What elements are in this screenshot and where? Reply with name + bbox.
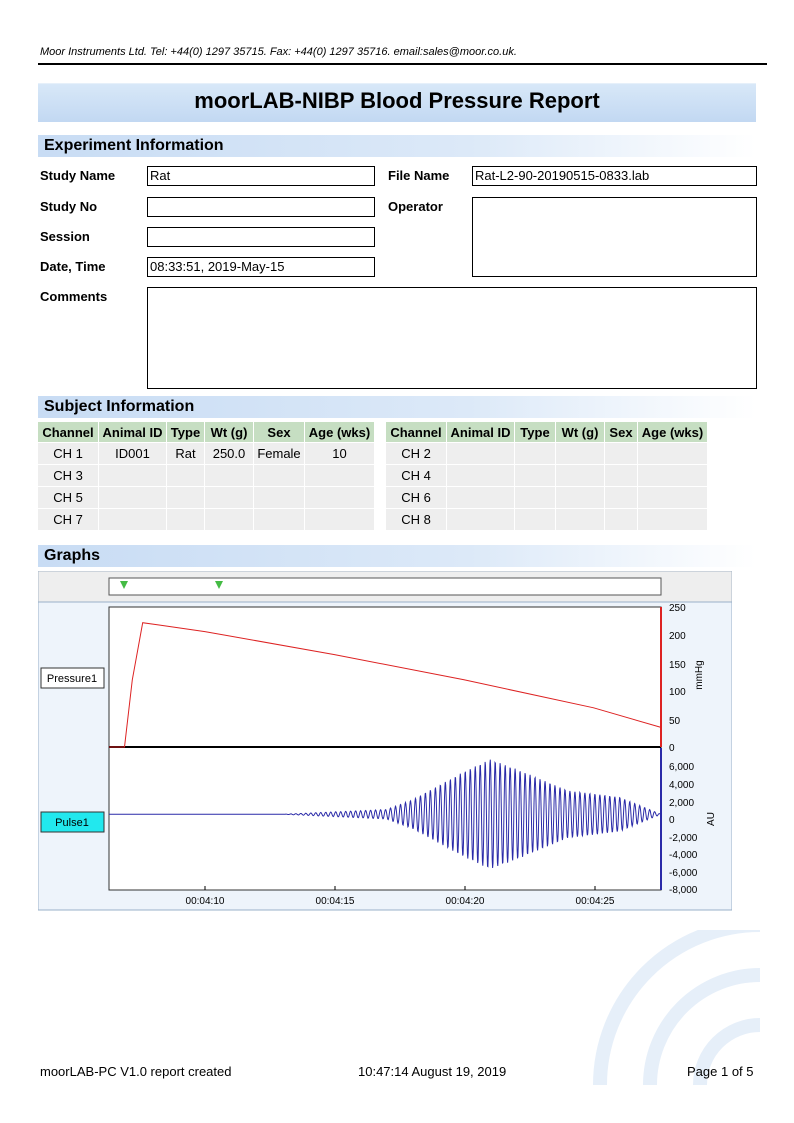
table-cell bbox=[254, 509, 305, 531]
pulse-tick-label: 2,000 bbox=[669, 798, 695, 809]
table-row bbox=[386, 487, 708, 509]
table-cell: CH 3 bbox=[38, 465, 99, 487]
table-cell bbox=[515, 487, 556, 509]
table-cell bbox=[167, 509, 205, 531]
table-cell bbox=[99, 465, 167, 487]
table-cell bbox=[205, 509, 254, 531]
table-cell: CH 4 bbox=[386, 465, 447, 487]
table-row bbox=[38, 443, 375, 465]
footer-page-number: Page 1 of 5 bbox=[687, 1064, 754, 1079]
table-cell bbox=[638, 465, 708, 487]
pulse-tick-label: -6,000 bbox=[669, 868, 698, 879]
operator-label: Operator bbox=[388, 199, 443, 214]
pressure-channel-label: Pressure1 bbox=[46, 673, 98, 685]
pulse-tick-label: 6,000 bbox=[669, 762, 695, 773]
table-cell bbox=[638, 509, 708, 531]
subject-table-left bbox=[38, 422, 375, 530]
table-cell: CH 8 bbox=[386, 509, 447, 531]
table-cell: ID001 bbox=[99, 443, 167, 465]
file-name-field[interactable]: Rat-L2-90-20190515-0833.lab bbox=[472, 166, 757, 186]
date-time-label: Date, Time bbox=[40, 259, 106, 274]
pulse-tick-label: -4,000 bbox=[669, 850, 698, 861]
table-cell: CH 5 bbox=[38, 487, 99, 509]
operator-field[interactable] bbox=[472, 197, 757, 277]
pulse-tick-label: 4,000 bbox=[669, 780, 695, 791]
study-name-field[interactable]: Rat bbox=[147, 166, 375, 186]
table-cell bbox=[254, 487, 305, 509]
pulse-tick-label: -8,000 bbox=[669, 885, 698, 896]
column-header: Type bbox=[515, 422, 556, 443]
pulse-channel-label: Pulse1 bbox=[55, 817, 89, 829]
graphs-section-bar bbox=[38, 545, 756, 567]
table-row bbox=[386, 465, 708, 487]
contact-line: Moor Instruments Ltd. Tel: +44(0) 1297 35715. Fax: +44(0) 1297 35716. email:sales@moor.co.uk. bbox=[40, 46, 517, 58]
experiment-section-title: Experiment Information bbox=[44, 137, 224, 154]
column-header: Animal ID bbox=[447, 422, 515, 443]
time-tick-label: 00:04:20 bbox=[445, 896, 485, 907]
pressure-tick-label: 150 bbox=[669, 660, 686, 671]
pressure-unit-label: mmHg bbox=[694, 660, 705, 690]
column-header: Sex bbox=[254, 422, 305, 443]
time-tick-label: 00:04:25 bbox=[575, 896, 615, 907]
table-cell bbox=[167, 487, 205, 509]
table-row bbox=[38, 465, 375, 487]
table-cell: 10 bbox=[305, 443, 375, 465]
column-header: Sex bbox=[605, 422, 638, 443]
pressure-channel-button[interactable] bbox=[41, 668, 104, 688]
date-time-field[interactable]: 08:33:51, 2019-May-15 bbox=[147, 257, 375, 277]
footer-timestamp: 10:47:14 August 19, 2019 bbox=[358, 1064, 507, 1079]
column-header: Age (wks) bbox=[638, 422, 708, 443]
column-header: Channel bbox=[38, 422, 99, 443]
table-cell bbox=[305, 465, 375, 487]
table-cell bbox=[447, 443, 515, 465]
table-cell bbox=[556, 487, 605, 509]
pressure-tick-label: 100 bbox=[669, 687, 686, 698]
time-tick-label: 00:04:15 bbox=[315, 896, 355, 907]
graphs-section-title: Graphs bbox=[44, 547, 101, 564]
pulse-tick-label: 0 bbox=[669, 815, 675, 826]
pressure-tick-label: 0 bbox=[669, 743, 675, 754]
table-cell: CH 7 bbox=[38, 509, 99, 531]
table-cell: Female bbox=[254, 443, 305, 465]
subject-section-title: Subject Information bbox=[44, 398, 195, 415]
comments-field[interactable] bbox=[147, 287, 757, 389]
comments-label: Comments bbox=[40, 289, 108, 304]
time-tick-label: 00:04:10 bbox=[185, 896, 225, 907]
pulse-channel-button[interactable] bbox=[41, 812, 104, 832]
table-cell bbox=[605, 509, 638, 531]
table-cell: CH 6 bbox=[386, 487, 447, 509]
table-cell bbox=[638, 487, 708, 509]
graph-panel[interactable] bbox=[38, 571, 732, 911]
file-name-label: File Name bbox=[388, 168, 450, 183]
study-name-label: Study Name bbox=[40, 168, 116, 183]
table-cell bbox=[556, 443, 605, 465]
table-cell bbox=[99, 509, 167, 531]
pressure-tick-label: 250 bbox=[669, 603, 686, 614]
pressure-tick-label: 50 bbox=[669, 716, 681, 727]
table-cell bbox=[515, 465, 556, 487]
table-cell: CH 2 bbox=[386, 443, 447, 465]
header-divider bbox=[38, 63, 767, 65]
session-field[interactable] bbox=[147, 227, 375, 247]
table-cell bbox=[99, 487, 167, 509]
study-no-field[interactable] bbox=[147, 197, 375, 217]
pressure-tick-label: 200 bbox=[669, 631, 686, 642]
table-cell: CH 1 bbox=[38, 443, 99, 465]
subject-table-right bbox=[386, 422, 708, 530]
watermark-logo bbox=[560, 930, 760, 1085]
table-cell bbox=[447, 487, 515, 509]
table-cell bbox=[205, 465, 254, 487]
column-header: Wt (g) bbox=[205, 422, 254, 443]
table-cell bbox=[447, 465, 515, 487]
table-cell: Rat bbox=[167, 443, 205, 465]
table-row bbox=[38, 487, 375, 509]
table-cell bbox=[556, 509, 605, 531]
table-cell bbox=[556, 465, 605, 487]
table-cell bbox=[605, 487, 638, 509]
table-cell bbox=[447, 509, 515, 531]
study-no-label: Study No bbox=[40, 199, 98, 214]
table-cell bbox=[605, 443, 638, 465]
table-cell bbox=[605, 465, 638, 487]
column-header: Age (wks) bbox=[305, 422, 375, 443]
table-cell bbox=[515, 509, 556, 531]
column-header: Type bbox=[167, 422, 205, 443]
column-header: Channel bbox=[386, 422, 447, 443]
table-row bbox=[38, 509, 375, 531]
table-cell bbox=[254, 465, 305, 487]
pulse-unit-label: AU bbox=[706, 812, 717, 826]
table-row bbox=[386, 509, 708, 531]
table-cell: 250.0 bbox=[205, 443, 254, 465]
table-row bbox=[386, 443, 708, 465]
table-cell bbox=[205, 487, 254, 509]
footer-created: moorLAB-PC V1.0 report created bbox=[40, 1064, 232, 1079]
column-header: Animal ID bbox=[99, 422, 167, 443]
table-cell bbox=[305, 509, 375, 531]
table-cell bbox=[515, 443, 556, 465]
table-cell bbox=[167, 465, 205, 487]
column-header: Wt (g) bbox=[556, 422, 605, 443]
report-title: moorLAB-NIBP Blood Pressure Report bbox=[194, 88, 600, 113]
pulse-tick-label: -2,000 bbox=[669, 833, 698, 844]
table-cell bbox=[305, 487, 375, 509]
table-cell bbox=[638, 443, 708, 465]
overview-scrollbar[interactable] bbox=[109, 578, 661, 595]
session-label: Session bbox=[40, 229, 90, 244]
